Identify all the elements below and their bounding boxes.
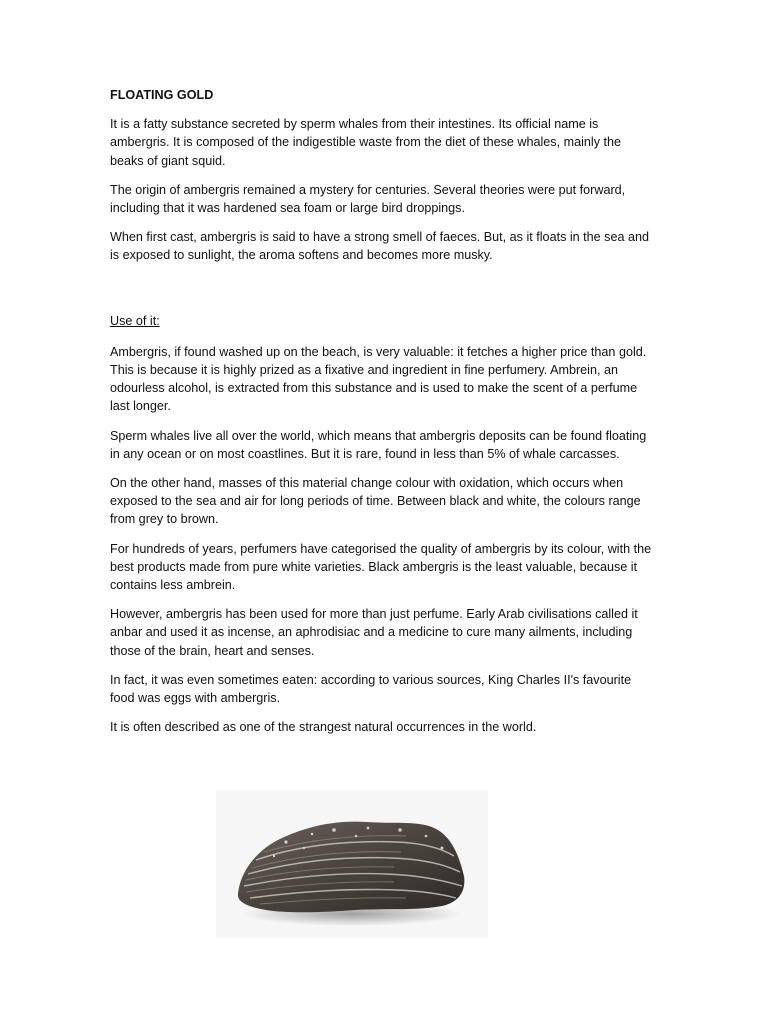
body-paragraph-2: Sperm whales live all over the world, which means that ambergris deposits can be found floating in any ocean or on most coastlines. But it is rare, found in less than 5% of whale carcasses. (110, 428, 647, 461)
body-paragraph-3: On the other hand, masses of this material change colour with oxidation, which occurs when exposed to the sea and air for long periods of time. Between black and white, the colours range from grey to brown. (110, 476, 641, 527)
intro-paragraph-3: When first cast, ambergris is said to have a strong smell of faeces. But, as it floats in the sea and is exposed to sunlight, the aroma softens and becomes more musky. (110, 230, 649, 263)
section-spacer (110, 276, 658, 312)
body-paragraph-7: It is often described as one of the strangest natural occurrences in the world. (110, 720, 537, 735)
body-paragraph-5: However, ambergris has been used for more than just perfume. Early Arab civilisations called it anbar and used it as incense, an aphrodisiac and a medicine to cure many ailments, including those of the brain, heart and senses. (110, 607, 638, 658)
ambergris-rock-illustration (216, 790, 488, 938)
intro-paragraph-2: The origin of ambergris remained a mystery for centuries. Several theories were put forward, including that it was hardened sea foam or large bird droppings. (110, 182, 626, 216)
body-paragraph-4: For hundreds of years, perfumers have categorised the quality of ambergris by its colour, with the best products made from pure white varieties. Black ambergris is the least valuable, because it contains less ambrein. (110, 541, 652, 593)
intro-paragraph-1: It is a fatty substance secreted by sperm whales from their intestines. Its official name is ambergris. It is composed of the indigestible waste from the diet of these whales, mainly the beaks of giant squid. (110, 117, 621, 168)
document-body (110, 86, 658, 747)
body-paragraph-1: Ambergris, if found washed up on the beach, is very valuable: it fetches a higher price than gold. This is because it is highly prized as a fixative and ingredient in fine perfumery. Ambrein, an odourless alcohol, is extracted from this substance and is used to make the scent of a perfume last longer. (110, 344, 647, 414)
document-title: FLOATING GOLD (110, 88, 214, 102)
ambergris-photo (216, 790, 488, 938)
body-paragraph-6: In fact, it was even sometimes eaten: according to various sources, King Charles II's favourite food was eggs with ambergris. (110, 672, 632, 706)
section-heading-use: Use of it: (110, 313, 160, 328)
